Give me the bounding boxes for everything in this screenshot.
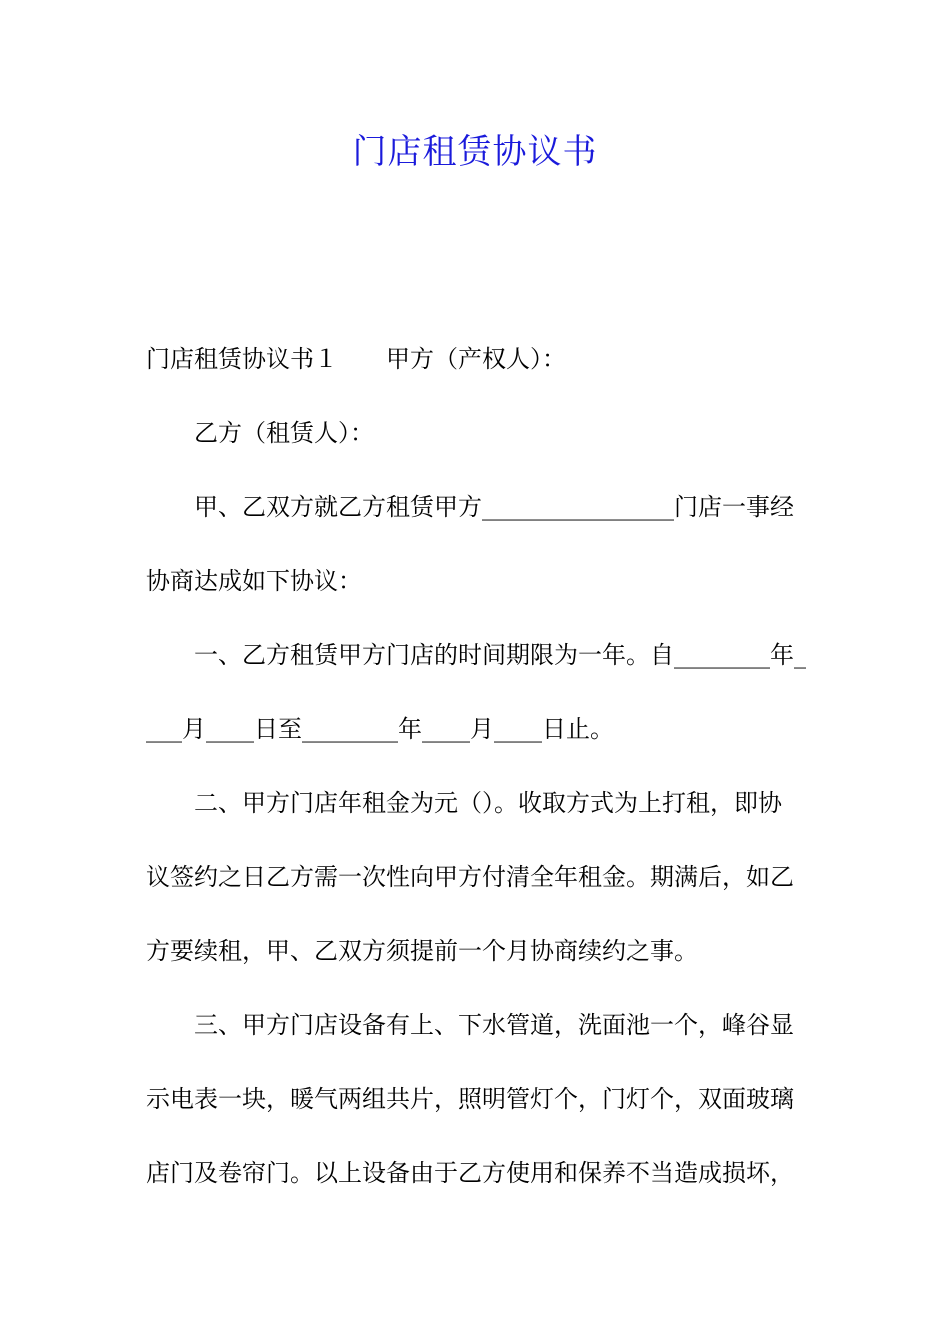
paragraph-intro-line-2: 协商达成如下协议： bbox=[146, 567, 362, 595]
clause-1-line-1: 一、乙方租赁甲方门店的时间期限为一年。自________年_ bbox=[194, 641, 806, 669]
clause-2-line-1: 二、甲方门店年租金为元（）。收取方式为上打租，即协 bbox=[194, 789, 782, 817]
clause-1-line-2: ___月____日至________年____月____日止。 bbox=[146, 715, 614, 743]
heading-line bbox=[146, 334, 806, 384]
paragraph-intro-line-1: 甲、乙双方就乙方租赁甲方________________门店一事经 bbox=[194, 493, 794, 521]
party-b-label: 乙方（租赁人）： bbox=[194, 419, 374, 447]
party-a-label: 甲方（产权人）： bbox=[386, 345, 566, 373]
document-title: 门店租赁协议书 bbox=[352, 132, 598, 172]
clause-3-line-1: 三、甲方门店设备有上、下水管道，洗面池一个，峰谷显 bbox=[194, 1011, 794, 1039]
doc-subtitle: 门店租赁协议书１ bbox=[146, 345, 338, 373]
clause-2-line-2: 议签约之日乙方需一次性向甲方付清全年租金。期满后，如乙 bbox=[146, 863, 794, 891]
clause-2-line-3: 方要续租，甲、乙双方须提前一个月协商续约之事。 bbox=[146, 937, 698, 965]
clause-3-line-3: 店门及卷帘门。以上设备由于乙方使用和保养不当造成损坏， bbox=[146, 1159, 794, 1187]
clause-3-line-2: 示电表一块，暖气两组共片，照明管灯个，门灯个，双面玻璃 bbox=[146, 1085, 794, 1113]
document-body bbox=[146, 334, 806, 1222]
